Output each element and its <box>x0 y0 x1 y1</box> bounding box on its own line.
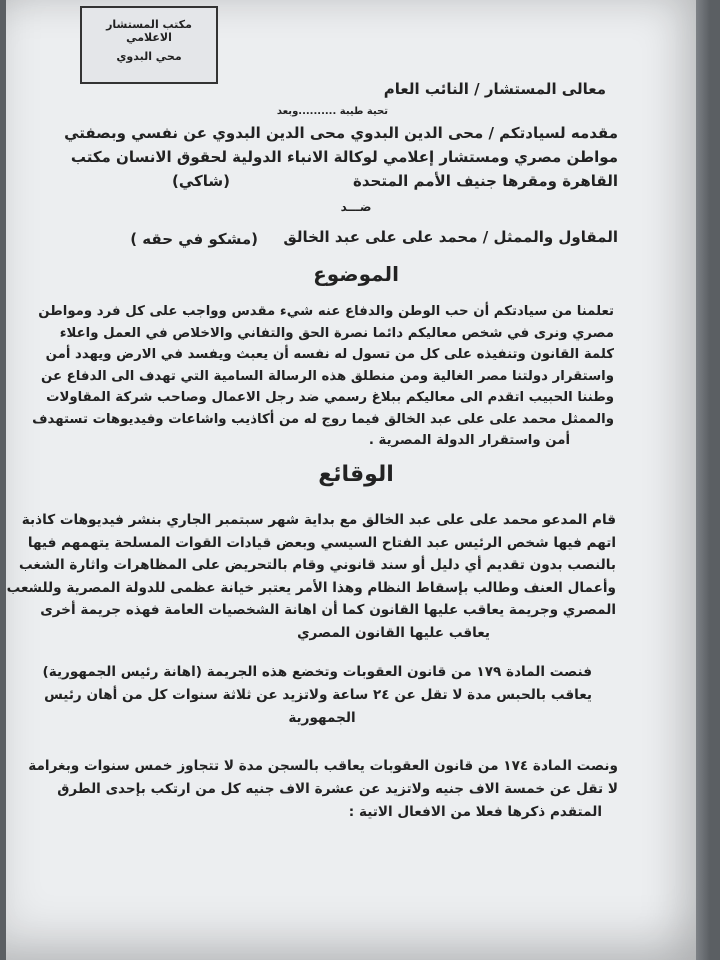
facts-line: المصري وجريمة يعاقب عليها القانون كما أن اهانة الشخصيات العامة فهذه جريمة أخرى <box>40 602 616 618</box>
page-shadow-edge <box>696 0 710 960</box>
article-174-line: لا تقل عن خمسة الاف جنيه ولاتزيد عن عشرة الاف جنيه كل من ارتكب بإحدى الطرق <box>57 781 618 797</box>
facts-line: يعاقب عليها القانون المصري <box>297 624 490 641</box>
facts-line: اتهم فيها شخص الرئيس عبد الفتاح السيسي وبعض قيادات القوات المسلحة يتهمهم فيها <box>27 534 616 551</box>
subject-heading: الموضوع <box>313 262 399 286</box>
facts-heading: الوقائع <box>318 462 394 487</box>
intro-line-3: القاهرة ومقرها جنيف الأمم المتحدة <box>352 172 618 190</box>
stamp-line-2: محي البدوي <box>116 50 182 63</box>
subject-line: مصري ونرى في شخص معاليكم دائما نصرة الحق والتفاني والاخلاص في العمل واعلاء <box>59 325 614 341</box>
facts-line: بالنصب بدون تقديم أي دليل أو سند قانوني وقام بالتحريض على المظاهرات واثارة الشغب <box>19 557 616 573</box>
article-174-line: المتقدم ذكرها فعلا من الافعال الاتية : <box>348 804 602 820</box>
subject-line: واستقرار دولتنا مصر الغالية ومن منطلق هذه الرسالة السامية التي تهدف الى الدفاع عن <box>40 368 614 384</box>
addressee: معالى المستشار / النائب العام <box>383 80 606 98</box>
subject-line: تعلمنا من سيادتكم أن حب الوطن والدفاع عنه شيء مقدس وواجب على كل فرد ومواطن <box>38 304 614 319</box>
complainant-role: (شاكي) <box>172 172 230 190</box>
respondent-line: المقاول والممثل / محمد على على عبد الخالق <box>283 228 618 246</box>
greeting: تحية طيبة ..........وبعد <box>276 106 388 117</box>
subject-line: كلمة القانون وتنفيذه على كل من تسول له نفسه أن يعبث ويفسد في الارض ويهدد أمن <box>45 347 614 362</box>
subject-line: وطننا الحبيب اتقدم الى معاليكم ببلاغ رسمي ضد رجل الاعمال وصاحب شركة المقاولات <box>46 390 614 405</box>
stamp-line-1: مكتب المستشار الاعلامي <box>106 18 192 44</box>
subject-line: أمن واستقرار الدولة المصرية . <box>368 433 570 448</box>
intro-line-1: مقدمه لسيادتكم / محى الدين البدوي محى الدين البدوي عن نفسي وبصفتي <box>64 124 618 142</box>
facts-line: وأعمال العنف وطالب بإسقاط النظام وهذا الأمر يعتبر خيانة عظمى للدولة المصرية وللشعب <box>6 579 616 596</box>
article-179-line: يعاقب بالحبس مدة لا تقل عن ٢٤ ساعة ولاتزيد عن ثلاثة سنوات كل من أهان رئيس <box>44 687 592 703</box>
subject-line: والممثل محمد على على عبد الخالق فيما روج له من أكاذيب واشاعات وفيديوهات تستهدف <box>32 411 614 427</box>
against-label: ضـــد <box>340 200 372 214</box>
article-174-line: ونصت المادة ١٧٤ من قانون العقوبات يعاقب بالسجن مدة لا تتجاوز خمس سنوات وبغرامة <box>28 758 618 774</box>
intro-line-2: مواطن مصري ومستشار إعلامي لوكالة الانباء الدولية لحقوق الانسان مكتب <box>70 148 618 166</box>
facts-line: قام المدعو محمد على على عبد الخالق مع بداية شهر سبتمبر الجاري بنشر فيديوهات كاذبة <box>21 512 616 528</box>
document-page <box>6 0 710 960</box>
office-stamp <box>80 6 218 84</box>
article-179-line: الجمهورية <box>288 710 356 726</box>
respondent-role: (مشكو في حقه ) <box>130 230 258 248</box>
article-179-line: فنصت المادة ١٧٩ من قانون العقوبات وتخضع هذه الجريمة (اهانة رئيس الجمهورية) <box>42 664 592 680</box>
